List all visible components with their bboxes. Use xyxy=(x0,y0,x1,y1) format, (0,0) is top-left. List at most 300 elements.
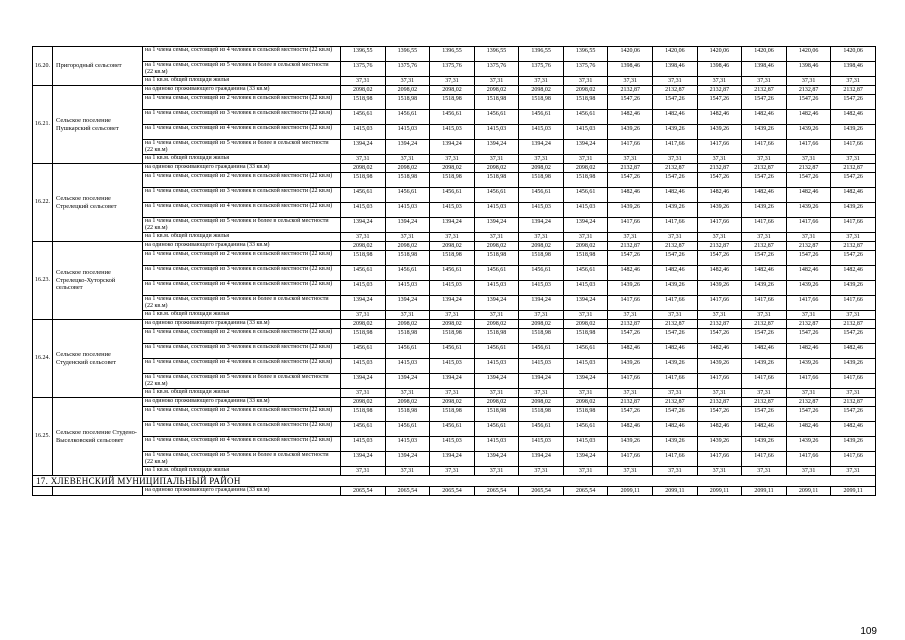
value-cell: 37,31 xyxy=(341,77,386,86)
table-row xyxy=(33,86,876,95)
value-cell: 2099,11 xyxy=(742,487,787,496)
value-cell: 1396,55 xyxy=(563,47,608,62)
row-description: на 1 члена семьи, состоящей из 3 человек в сельской местности (22 кв.м) xyxy=(143,344,341,359)
value-cell: 1547,26 xyxy=(831,251,876,266)
value-cell: 1417,66 xyxy=(697,218,742,233)
value-cell: 37,31 xyxy=(519,467,564,476)
value-cell: 2065,54 xyxy=(385,487,430,496)
value-cell: 37,31 xyxy=(341,233,386,242)
value-cell: 1518,98 xyxy=(341,407,386,422)
value-cell: 1482,46 xyxy=(697,344,742,359)
value-cell: 37,31 xyxy=(474,467,519,476)
value-cell: 37,31 xyxy=(608,311,653,320)
value-cell: 1547,26 xyxy=(608,251,653,266)
value-cell: 1396,55 xyxy=(519,47,564,62)
value-cell: 2132,87 xyxy=(653,164,698,173)
group-index: 16.22. xyxy=(33,164,53,242)
value-cell: 1482,46 xyxy=(831,188,876,203)
value-cell: 2132,87 xyxy=(653,320,698,329)
value-cell: 37,31 xyxy=(742,311,787,320)
value-cell: 1456,61 xyxy=(430,422,475,437)
value-cell: 1482,46 xyxy=(786,110,831,125)
value-cell: 37,31 xyxy=(653,311,698,320)
value-cell: 1394,24 xyxy=(430,452,475,467)
value-cell: 37,31 xyxy=(385,155,430,164)
value-cell: 1482,46 xyxy=(653,110,698,125)
value-cell: 1518,98 xyxy=(430,329,475,344)
value-cell: 2098,02 xyxy=(341,242,386,251)
value-cell: 1482,46 xyxy=(653,344,698,359)
value-cell: 1547,26 xyxy=(653,173,698,188)
row-description: на одиноко проживающего гражданина (33 кв.м) xyxy=(143,86,341,95)
value-cell: 37,31 xyxy=(519,233,564,242)
value-cell: 37,31 xyxy=(385,389,430,398)
value-cell: 37,31 xyxy=(430,311,475,320)
value-cell: 1417,66 xyxy=(608,140,653,155)
value-cell: 1415,03 xyxy=(341,203,386,218)
value-cell: 2099,11 xyxy=(786,487,831,496)
value-cell: 37,31 xyxy=(697,77,742,86)
value-cell: 1547,26 xyxy=(786,173,831,188)
table-row xyxy=(33,233,876,242)
value-cell: 1417,66 xyxy=(786,218,831,233)
value-cell: 1547,26 xyxy=(697,251,742,266)
page-number: 109 xyxy=(860,626,877,637)
value-cell: 2132,87 xyxy=(786,242,831,251)
value-cell: 2098,02 xyxy=(474,86,519,95)
value-cell: 1547,26 xyxy=(742,251,787,266)
value-cell: 1518,98 xyxy=(474,329,519,344)
value-cell: 1398,46 xyxy=(653,62,698,77)
value-cell: 1547,26 xyxy=(608,407,653,422)
table-row xyxy=(33,320,876,329)
value-cell: 1398,46 xyxy=(786,62,831,77)
value-cell: 1439,26 xyxy=(742,125,787,140)
row-description: на 1 кв.м. общей площади жилья xyxy=(143,155,341,164)
value-cell: 2099,11 xyxy=(831,487,876,496)
tariff-table xyxy=(32,46,876,496)
row-description: на 1 члена семьи, состоящей из 3 человек в сельской местности (22 кв.м) xyxy=(143,188,341,203)
value-cell: 2098,02 xyxy=(519,320,564,329)
value-cell: 1518,98 xyxy=(563,407,608,422)
table-row xyxy=(33,95,876,110)
value-cell: 2132,87 xyxy=(608,242,653,251)
value-cell: 1439,26 xyxy=(831,437,876,452)
value-cell: 1420,06 xyxy=(786,47,831,62)
value-cell: 37,31 xyxy=(474,233,519,242)
value-cell: 1547,26 xyxy=(831,95,876,110)
value-cell: 1439,26 xyxy=(653,437,698,452)
value-cell: 2132,87 xyxy=(697,320,742,329)
value-cell: 2132,87 xyxy=(608,164,653,173)
value-cell: 1417,66 xyxy=(831,296,876,311)
value-cell: 37,31 xyxy=(831,389,876,398)
value-cell: 1439,26 xyxy=(697,125,742,140)
value-cell: 1518,98 xyxy=(430,173,475,188)
value-cell: 1518,98 xyxy=(563,95,608,110)
table-row xyxy=(33,296,876,311)
settlement-name: Сельское поселение Стрелецко-Хуторской сельсовет xyxy=(53,242,143,320)
value-cell: 37,31 xyxy=(385,467,430,476)
value-cell: 1417,66 xyxy=(608,374,653,389)
table-row xyxy=(33,344,876,359)
value-cell: 1482,46 xyxy=(742,110,787,125)
value-cell: 2098,02 xyxy=(430,320,475,329)
value-cell: 1396,55 xyxy=(430,47,475,62)
row-description: на 1 члена семьи, состоящей из 3 человек в сельской местности (22 кв.м) xyxy=(143,266,341,281)
value-cell: 1417,66 xyxy=(742,452,787,467)
value-cell: 1415,03 xyxy=(385,203,430,218)
settlement-name: Пригородный сельсовет xyxy=(53,47,143,86)
value-cell: 2132,87 xyxy=(742,86,787,95)
value-cell: 2132,87 xyxy=(786,164,831,173)
value-cell: 1518,98 xyxy=(385,407,430,422)
value-cell: 1415,03 xyxy=(519,359,564,374)
value-cell: 1415,03 xyxy=(385,281,430,296)
value-cell: 1415,03 xyxy=(341,125,386,140)
value-cell: 1547,26 xyxy=(786,329,831,344)
value-cell: 1394,24 xyxy=(474,218,519,233)
table-row xyxy=(33,155,876,164)
empty-cell xyxy=(53,487,143,496)
value-cell: 1415,03 xyxy=(563,281,608,296)
value-cell: 1456,61 xyxy=(385,266,430,281)
value-cell: 37,31 xyxy=(742,155,787,164)
value-cell: 1439,26 xyxy=(653,125,698,140)
settlement-name: Сельское поселение Стрелецкий сельсовет xyxy=(53,164,143,242)
value-cell: 1398,46 xyxy=(742,62,787,77)
value-cell: 1375,76 xyxy=(341,62,386,77)
value-cell: 1547,26 xyxy=(697,329,742,344)
row-description: на 1 члена семьи, состоящей из 5 человек и более в сельской местности (22 кв.м) xyxy=(143,374,341,389)
value-cell: 37,31 xyxy=(474,155,519,164)
value-cell: 1518,98 xyxy=(519,95,564,110)
value-cell: 1518,98 xyxy=(519,251,564,266)
value-cell: 37,31 xyxy=(742,467,787,476)
value-cell: 1482,46 xyxy=(608,422,653,437)
table-row xyxy=(33,173,876,188)
value-cell: 37,31 xyxy=(385,311,430,320)
value-cell: 2132,87 xyxy=(831,320,876,329)
value-cell: 1394,24 xyxy=(341,140,386,155)
value-cell: 1415,03 xyxy=(341,281,386,296)
value-cell: 1417,66 xyxy=(742,140,787,155)
value-cell: 1456,61 xyxy=(430,266,475,281)
value-cell: 1439,26 xyxy=(831,281,876,296)
value-cell: 2132,87 xyxy=(786,86,831,95)
value-cell: 37,31 xyxy=(653,233,698,242)
value-cell: 37,31 xyxy=(786,389,831,398)
value-cell: 1415,03 xyxy=(474,203,519,218)
value-cell: 1417,66 xyxy=(697,140,742,155)
value-cell: 1547,26 xyxy=(653,329,698,344)
value-cell: 1394,24 xyxy=(385,452,430,467)
value-cell: 2132,87 xyxy=(653,86,698,95)
value-cell: 1417,66 xyxy=(653,452,698,467)
row-description: на 1 кв.м. общей площади жилья xyxy=(143,311,341,320)
table-row xyxy=(33,77,876,86)
value-cell: 37,31 xyxy=(430,155,475,164)
row-description: на 1 члена семьи, состоящей из 4 человек в сельской местности (22 кв.м) xyxy=(143,281,341,296)
value-cell: 1439,26 xyxy=(608,437,653,452)
value-cell: 37,31 xyxy=(430,467,475,476)
value-cell: 37,31 xyxy=(385,77,430,86)
value-cell: 1394,24 xyxy=(519,218,564,233)
value-cell: 37,31 xyxy=(474,389,519,398)
value-cell: 1394,24 xyxy=(519,140,564,155)
value-cell: 1398,46 xyxy=(831,62,876,77)
value-cell: 1547,26 xyxy=(742,173,787,188)
value-cell: 1482,46 xyxy=(653,188,698,203)
value-cell: 37,31 xyxy=(563,155,608,164)
group-index: 16.25. xyxy=(33,398,53,476)
table-row xyxy=(33,359,876,374)
value-cell: 2132,87 xyxy=(786,320,831,329)
value-cell: 1456,61 xyxy=(563,110,608,125)
value-cell: 2098,02 xyxy=(341,320,386,329)
value-cell: 1439,26 xyxy=(786,359,831,374)
value-cell: 1518,98 xyxy=(474,251,519,266)
value-cell: 1394,24 xyxy=(430,374,475,389)
value-cell: 37,31 xyxy=(697,389,742,398)
table-row xyxy=(33,467,876,476)
value-cell: 1482,46 xyxy=(742,344,787,359)
value-cell: 1396,55 xyxy=(341,47,386,62)
table-row xyxy=(33,398,876,407)
value-cell: 1482,46 xyxy=(831,266,876,281)
table-row xyxy=(33,47,876,62)
group-index: 16.20. xyxy=(33,47,53,86)
value-cell: 1518,98 xyxy=(430,407,475,422)
value-cell: 37,31 xyxy=(608,389,653,398)
value-cell: 1417,66 xyxy=(653,140,698,155)
value-cell: 1518,98 xyxy=(430,95,475,110)
value-cell: 2099,11 xyxy=(608,487,653,496)
row-description: на 1 кв.м. общей площади жилья xyxy=(143,467,341,476)
value-cell: 2132,87 xyxy=(742,164,787,173)
value-cell: 2132,87 xyxy=(831,242,876,251)
row-description: на 1 члена семьи, состоящей из 4 человек в сельской местности (22 кв.м) xyxy=(143,359,341,374)
table-row xyxy=(33,251,876,266)
value-cell: 1518,98 xyxy=(430,251,475,266)
value-cell: 1394,24 xyxy=(385,296,430,311)
group-index: 16.24. xyxy=(33,320,53,398)
value-cell: 2132,87 xyxy=(608,86,653,95)
value-cell: 2098,02 xyxy=(474,242,519,251)
value-cell: 1518,98 xyxy=(385,251,430,266)
row-description: на 1 члена семьи, состоящей из 5 человек и более в сельской местности (22 кв.м) xyxy=(143,452,341,467)
value-cell: 37,31 xyxy=(831,233,876,242)
value-cell: 37,31 xyxy=(786,233,831,242)
value-cell: 37,31 xyxy=(519,389,564,398)
value-cell: 1456,61 xyxy=(563,188,608,203)
value-cell: 1439,26 xyxy=(742,437,787,452)
value-cell: 1375,76 xyxy=(474,62,519,77)
value-cell: 1547,26 xyxy=(831,329,876,344)
value-cell: 1394,24 xyxy=(563,296,608,311)
value-cell: 37,31 xyxy=(430,77,475,86)
value-cell: 1456,61 xyxy=(341,110,386,125)
value-cell: 1439,26 xyxy=(608,359,653,374)
value-cell: 1456,61 xyxy=(385,110,430,125)
value-cell: 1547,26 xyxy=(786,407,831,422)
row-description: на одиноко проживающего гражданина (33 кв.м) xyxy=(143,487,341,496)
value-cell: 37,31 xyxy=(563,467,608,476)
value-cell: 37,31 xyxy=(742,233,787,242)
value-cell: 2098,02 xyxy=(474,164,519,173)
value-cell: 1415,03 xyxy=(519,125,564,140)
value-cell: 1415,03 xyxy=(474,437,519,452)
value-cell: 37,31 xyxy=(608,77,653,86)
value-cell: 1415,03 xyxy=(563,437,608,452)
row-description: на 1 члена семьи, состоящей из 4 человек в сельской местности (22 кв.м) xyxy=(143,47,341,62)
value-cell: 1518,98 xyxy=(563,251,608,266)
value-cell: 2065,54 xyxy=(341,487,386,496)
value-cell: 1482,46 xyxy=(742,188,787,203)
value-cell: 1417,66 xyxy=(697,374,742,389)
value-cell: 1375,76 xyxy=(385,62,430,77)
value-cell: 37,31 xyxy=(341,311,386,320)
value-cell: 1398,46 xyxy=(697,62,742,77)
value-cell: 2065,54 xyxy=(519,487,564,496)
value-cell: 1439,26 xyxy=(831,203,876,218)
value-cell: 37,31 xyxy=(519,155,564,164)
value-cell: 1482,46 xyxy=(786,422,831,437)
value-cell: 37,31 xyxy=(786,77,831,86)
value-cell: 1394,24 xyxy=(385,140,430,155)
value-cell: 2132,87 xyxy=(742,320,787,329)
row-description: на 1 члена семьи, состоящей из 2 человек в сельской местности (22 кв.м) xyxy=(143,251,341,266)
value-cell: 1420,06 xyxy=(742,47,787,62)
value-cell: 1456,61 xyxy=(519,344,564,359)
table-row xyxy=(33,110,876,125)
value-cell: 1439,26 xyxy=(697,359,742,374)
value-cell: 1394,24 xyxy=(341,452,386,467)
value-cell: 2132,87 xyxy=(697,86,742,95)
value-cell: 37,31 xyxy=(430,233,475,242)
value-cell: 1547,26 xyxy=(608,173,653,188)
value-cell: 1417,66 xyxy=(653,374,698,389)
value-cell: 1482,46 xyxy=(608,344,653,359)
value-cell: 1439,26 xyxy=(786,281,831,296)
value-cell: 1415,03 xyxy=(341,437,386,452)
value-cell: 1417,66 xyxy=(831,374,876,389)
value-cell: 1415,03 xyxy=(474,359,519,374)
value-cell: 1456,61 xyxy=(341,422,386,437)
value-cell: 1375,76 xyxy=(563,62,608,77)
value-cell: 2098,02 xyxy=(430,86,475,95)
value-cell: 1415,03 xyxy=(385,359,430,374)
value-cell: 1547,26 xyxy=(653,407,698,422)
settlement-name: Сельское поселение Пушкарский сельсовет xyxy=(53,86,143,164)
value-cell: 1439,26 xyxy=(697,281,742,296)
value-cell: 1456,61 xyxy=(474,344,519,359)
row-description: на 1 кв.м. общей площади жилья xyxy=(143,233,341,242)
value-cell: 1547,26 xyxy=(653,95,698,110)
value-cell: 2099,11 xyxy=(697,487,742,496)
value-cell: 1518,98 xyxy=(341,173,386,188)
value-cell: 1547,26 xyxy=(742,329,787,344)
value-cell: 1482,46 xyxy=(831,344,876,359)
value-cell: 1456,61 xyxy=(519,422,564,437)
empty-cell xyxy=(33,487,53,496)
value-cell: 1482,46 xyxy=(697,266,742,281)
value-cell: 1439,26 xyxy=(831,125,876,140)
value-cell: 1456,61 xyxy=(474,266,519,281)
value-cell: 1417,66 xyxy=(697,452,742,467)
row-description: на одиноко проживающего гражданина (33 кв.м) xyxy=(143,320,341,329)
value-cell: 1394,24 xyxy=(430,140,475,155)
value-cell: 1518,98 xyxy=(474,407,519,422)
value-cell: 1439,26 xyxy=(831,359,876,374)
value-cell: 1482,46 xyxy=(786,188,831,203)
value-cell: 37,31 xyxy=(563,311,608,320)
value-cell: 1547,26 xyxy=(742,95,787,110)
value-cell: 1456,61 xyxy=(430,110,475,125)
value-cell: 1482,46 xyxy=(831,110,876,125)
value-cell: 2098,02 xyxy=(563,86,608,95)
value-cell: 1394,24 xyxy=(474,140,519,155)
value-cell: 2132,87 xyxy=(831,164,876,173)
value-cell: 2098,02 xyxy=(430,164,475,173)
value-cell: 1394,24 xyxy=(563,452,608,467)
value-cell: 1394,24 xyxy=(474,374,519,389)
value-cell: 2098,02 xyxy=(385,320,430,329)
value-cell: 2098,02 xyxy=(563,164,608,173)
value-cell: 1420,06 xyxy=(653,47,698,62)
value-cell: 1415,03 xyxy=(430,437,475,452)
value-cell: 1417,66 xyxy=(786,374,831,389)
value-cell: 37,31 xyxy=(697,311,742,320)
table-row xyxy=(33,140,876,155)
value-cell: 1439,26 xyxy=(697,203,742,218)
value-cell: 2098,02 xyxy=(430,398,475,407)
value-cell: 2132,87 xyxy=(742,398,787,407)
value-cell: 2099,11 xyxy=(653,487,698,496)
value-cell: 1439,26 xyxy=(786,437,831,452)
value-cell: 1518,98 xyxy=(563,173,608,188)
value-cell: 1417,66 xyxy=(786,452,831,467)
value-cell: 1456,61 xyxy=(563,422,608,437)
value-cell: 2132,87 xyxy=(831,398,876,407)
value-cell: 37,31 xyxy=(831,77,876,86)
table-row xyxy=(33,487,876,496)
row-description: на 1 члена семьи, состоящей из 4 человек в сельской местности (22 кв.м) xyxy=(143,125,341,140)
table-row xyxy=(33,311,876,320)
value-cell: 1396,55 xyxy=(385,47,430,62)
table-row xyxy=(33,452,876,467)
value-cell: 1420,06 xyxy=(608,47,653,62)
value-cell: 2132,87 xyxy=(831,86,876,95)
value-cell: 2132,87 xyxy=(697,164,742,173)
table-row xyxy=(33,125,876,140)
value-cell: 1394,24 xyxy=(341,218,386,233)
value-cell: 1398,46 xyxy=(608,62,653,77)
value-cell: 1415,03 xyxy=(563,359,608,374)
value-cell: 1375,76 xyxy=(519,62,564,77)
value-cell: 37,31 xyxy=(697,233,742,242)
value-cell: 1394,24 xyxy=(385,218,430,233)
section-title: 17. ХЛЕВЕНСКИЙ МУНИЦИПАЛЬНЫЙ РАЙОН xyxy=(33,476,876,487)
value-cell: 2098,02 xyxy=(385,398,430,407)
section-row xyxy=(33,476,876,487)
value-cell: 1518,98 xyxy=(474,173,519,188)
value-cell: 37,31 xyxy=(653,77,698,86)
value-cell: 2065,54 xyxy=(474,487,519,496)
value-cell: 37,31 xyxy=(519,77,564,86)
value-cell: 37,31 xyxy=(563,77,608,86)
value-cell: 1394,24 xyxy=(563,140,608,155)
